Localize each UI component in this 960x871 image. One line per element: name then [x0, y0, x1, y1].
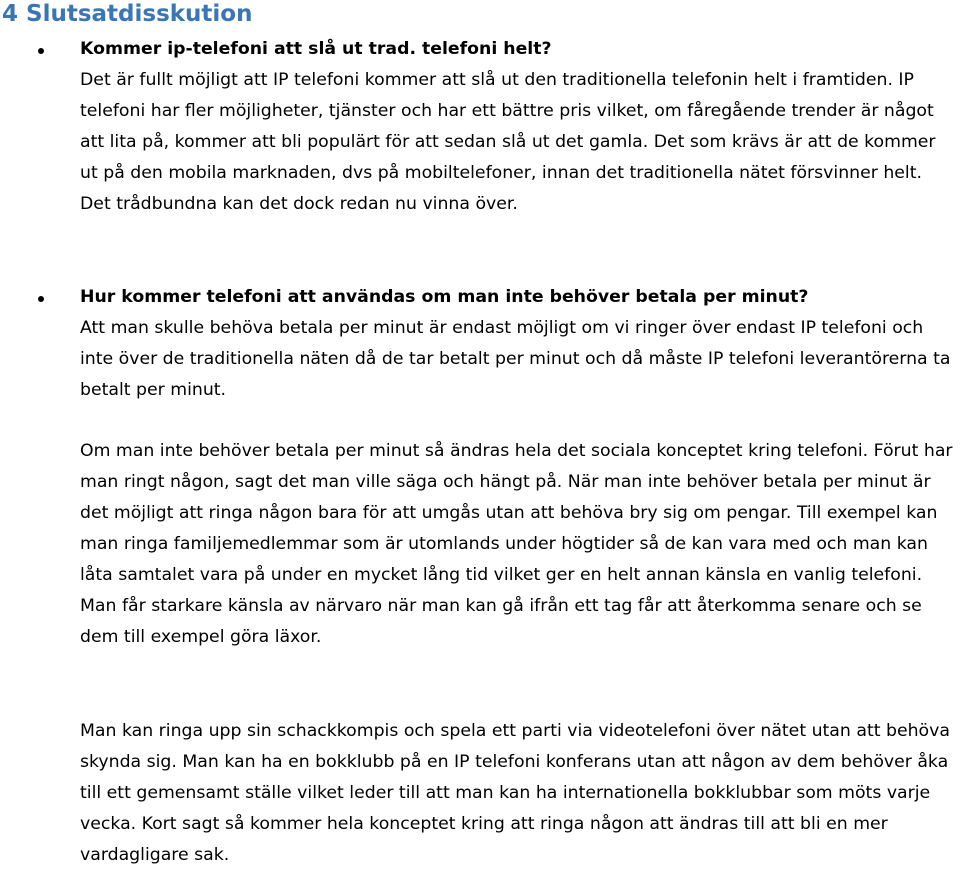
bullet-icon — [38, 48, 44, 54]
answer-paragraph: Det är fullt möjligt att IP telefoni kommer att slå ut den traditionella telefonin helt i framtiden. IP telefoni har fler möjligheter, tjänster och har ett bättre pris vilket, om fåregående trender är något att lita på, kommer att bli populärt för att sedan slå ut det gamla. Det som krävs är att de kommer ut på den mobila marknaden, dvs på mobiltelefoner, innan det traditionella nätet försvinner helt. Det trådbundna kan det dock redan nu vinna över. — [80, 70, 936, 214]
answer-paragraph: Att man skulle behöva betala per minut är endast möjligt om vi ringer över endast IP telefoni och inte över de traditionella näten då de tar betalt per minut och då måste IP telefoni leverantörerna ta betalt per minut. — [80, 318, 951, 400]
section-heading: 4 Slutsatdisskution — [2, 1, 253, 27]
list-item — [80, 34, 958, 220]
question-heading: Hur kommer telefoni att användas om man inte behöver betala per minut? — [80, 287, 809, 307]
bullet-icon — [38, 296, 44, 302]
question-heading: Kommer ip-telefoni att slå ut trad. telefoni helt? — [80, 39, 552, 59]
body-paragraph: Om man inte behöver betala per minut så ändras hela det sociala konceptet kring telefoni. Förut har man ringt någon, sagt det man ville säga och hängt på. När man inte behöver betala per minut är det möjligt att ringa någon bara för att umgås utan att behöva bry sig om pengar. Till exempel kan man ringa familjemedlemmar som är utomlands under högtider så de kan vara med och man kan låta samtalet vara på under en mycket lång tid vilket ger en helt annan känsla en vanlig telefoni. Man får starkare känsla av närvaro när man kan gå ifrån ett tag får att återkomma senare och se dem till exempel göra läxor. — [80, 441, 953, 647]
list-item — [80, 282, 958, 406]
body-paragraph: Man kan ringa upp sin schackkompis och spela ett parti via videotelefoni över nätet utan att behöva skynda sig. Man kan ha en bokklubb på en IP telefoni konferans utan att någon av dem behöver åka till ett gemensamt ställe vilket leder till att man kan ha internationella bokklubbar som möts varje vecka. Kort sagt så kommer hela konceptet kring att ringa någon att ändras till att bli en mer vardagligare sak. — [80, 721, 950, 865]
